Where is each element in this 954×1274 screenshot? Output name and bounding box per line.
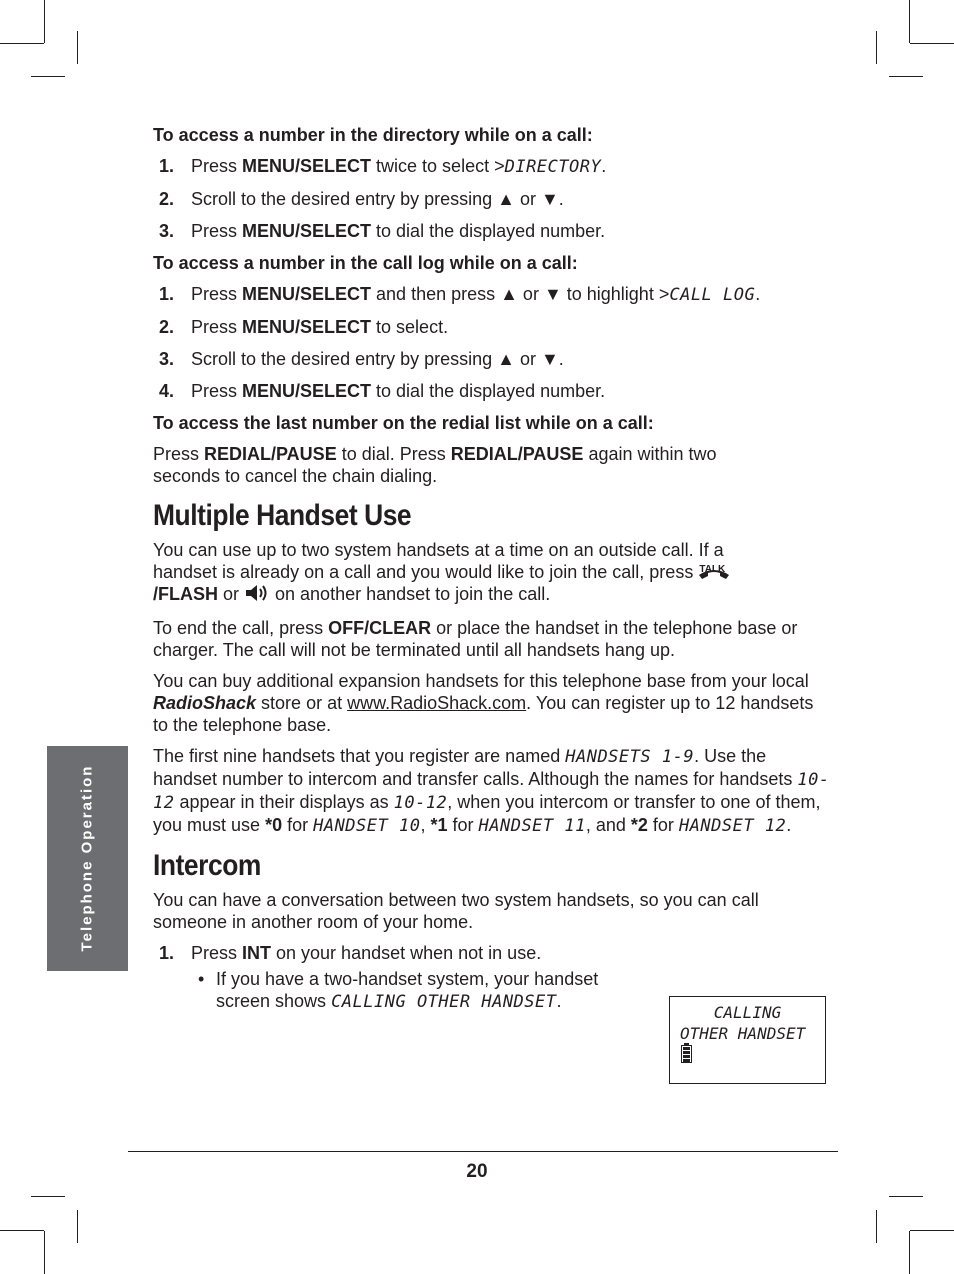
crop-mark xyxy=(31,1196,65,1197)
step-text: on your handset when not in use. xyxy=(271,943,542,963)
crop-mark xyxy=(44,1231,45,1274)
lcd-text: HANDSETS 1-9 xyxy=(565,747,695,767)
call-log-heading: To access a number in the call log while on a call: xyxy=(153,253,578,273)
multiple-handset-paragraph-1 xyxy=(153,539,773,608)
display-line-1: CALLING xyxy=(713,1003,782,1022)
step-number: 4. xyxy=(159,381,175,401)
crop-mark xyxy=(909,1231,910,1274)
footer-rule xyxy=(128,1151,838,1152)
multiple-handset-paragraph-3 xyxy=(153,670,833,736)
bullet-dot: • xyxy=(198,969,205,989)
crop-mark xyxy=(31,76,65,77)
key-name: *2 xyxy=(630,815,648,835)
crop-mark xyxy=(77,31,78,64)
lcd-text: DIRECTORY xyxy=(504,157,602,177)
body-text: , and xyxy=(585,815,631,835)
multiple-handset-paragraph-2 xyxy=(153,617,833,661)
lcd-text: 10-12 xyxy=(393,793,448,813)
key-name: REDIAL/PAUSE xyxy=(450,444,584,464)
body-text: store or at xyxy=(256,693,348,713)
step-text: Press xyxy=(191,284,243,304)
body-text: . xyxy=(556,991,562,1011)
step-text: Press xyxy=(191,317,243,337)
step-text: twice to select > xyxy=(371,156,505,176)
step-text: and then press ▲ or ▼ to highlight > xyxy=(371,284,670,304)
multiple-handset-title: Multiple Handset Use xyxy=(153,499,412,532)
crop-mark xyxy=(0,43,44,44)
list-item xyxy=(153,316,833,338)
body-text: You can use up to two system handsets at a time on an outside call. If a handset is already on a call and you would like to join the call, press xyxy=(153,540,724,582)
redial-paragraph xyxy=(153,443,773,487)
step-text: Press xyxy=(191,943,243,963)
step-number: 1. xyxy=(159,943,175,963)
body-text: The first nine handsets that you register are named xyxy=(153,746,566,766)
crop-mark xyxy=(909,0,910,43)
redial-heading: To access the last number on the redial list while on a call: xyxy=(153,413,654,433)
list-item xyxy=(153,283,833,306)
crop-mark xyxy=(0,1230,44,1231)
lcd-text: HANDSET 12 xyxy=(678,816,787,836)
crop-mark xyxy=(889,1196,923,1197)
key-name: MENU/SELECT xyxy=(242,317,372,337)
main-content xyxy=(153,124,833,1013)
multiple-handset-paragraph-4 xyxy=(153,745,833,837)
step-text: . xyxy=(755,284,761,304)
body-text: for xyxy=(282,815,314,835)
page-number: 20 xyxy=(466,1161,488,1182)
body-text: or place the handset in the telephone base or charger. The call will not be terminated until all handsets hang up. xyxy=(153,618,798,660)
talk-icon-label: TALK xyxy=(699,564,726,575)
step-number: 2. xyxy=(159,189,175,209)
body-text: If you have a two-handset system, your handset screen shows xyxy=(216,969,599,1011)
step-text: to dial the displayed number. xyxy=(371,381,606,401)
key-name: MENU/SELECT xyxy=(242,381,372,401)
crop-mark xyxy=(910,1230,954,1231)
talk-phone-icon xyxy=(698,561,730,581)
lcd-text: 10-12 xyxy=(153,770,830,813)
body-text: or xyxy=(218,584,245,604)
speaker-icon xyxy=(244,583,270,608)
key-name: INT xyxy=(242,943,272,963)
lcd-text: CALL LOG xyxy=(669,285,756,305)
display-line-2: OTHER HANDSET xyxy=(680,1024,806,1043)
website-link[interactable]: www.RadioShack.com xyxy=(347,693,527,713)
list-item xyxy=(153,155,833,178)
step-number: 3. xyxy=(159,221,175,241)
key-name: MENU/SELECT xyxy=(242,284,372,304)
step-text: . xyxy=(601,156,607,176)
key-name: OFF/CLEAR xyxy=(328,618,432,638)
key-name: MENU/SELECT xyxy=(242,221,372,241)
body-text: . xyxy=(786,815,792,835)
lcd-text: HANDSET 10 xyxy=(313,816,421,836)
step-text: Press xyxy=(191,156,243,176)
list-item xyxy=(153,348,833,370)
body-text: on another handset to join the call. xyxy=(270,584,551,604)
body-text: . Use the handset number to intercom and transfer calls. Although the names for handsets xyxy=(153,746,798,789)
body-text: , xyxy=(420,815,431,835)
body-text: To end the call, press xyxy=(153,618,329,638)
body-text: again within two seconds to cancel the chain dialing. xyxy=(153,444,717,486)
key-name: /FLASH xyxy=(153,584,218,604)
step-number: 1. xyxy=(159,156,175,176)
key-name: *1 xyxy=(430,815,448,835)
intercom-paragraph: You can have a conversation between two system handsets, so you can call someone in another room of your home. xyxy=(153,890,759,932)
step-text: Press xyxy=(191,381,243,401)
list-item xyxy=(153,188,833,210)
lcd-text: CALLING OTHER HANDSET xyxy=(331,992,557,1012)
side-tab-label: Telephone Operation xyxy=(78,764,96,952)
list-item xyxy=(153,380,833,402)
crop-mark xyxy=(876,31,877,64)
body-text: Press xyxy=(153,444,205,464)
body-text: for xyxy=(447,815,479,835)
battery-icon xyxy=(681,1045,692,1063)
step-number: 3. xyxy=(159,349,175,369)
key-name: *0 xyxy=(265,815,283,835)
intercom-title: Intercom xyxy=(153,849,261,882)
crop-mark xyxy=(77,1210,78,1243)
call-log-steps xyxy=(153,283,833,402)
lcd-text: HANDSET 11 xyxy=(478,816,586,836)
step-number: 1. xyxy=(159,284,175,304)
crop-mark xyxy=(876,1210,877,1243)
step-text: Scroll to the desired entry by pressing ▲ or ▼. xyxy=(191,349,564,369)
step-text: to dial the displayed number. xyxy=(371,221,606,241)
directory-steps xyxy=(153,155,833,242)
handset-display-illustration xyxy=(669,996,826,1084)
step-text: Press xyxy=(191,221,243,241)
crop-mark xyxy=(44,0,45,43)
crop-mark xyxy=(889,76,923,77)
step-number: 2. xyxy=(159,317,175,337)
key-name: REDIAL/PAUSE xyxy=(204,444,337,464)
intercom-steps xyxy=(153,942,833,964)
step-text: Scroll to the desired entry by pressing ▲ or ▼. xyxy=(191,189,564,209)
list-item xyxy=(153,220,833,242)
section-side-tab xyxy=(47,746,128,971)
body-text: . You can register up to 12 handsets to the telephone base. xyxy=(153,693,814,735)
key-name: MENU/SELECT xyxy=(242,156,372,176)
body-text: for xyxy=(647,815,679,835)
crop-mark xyxy=(910,43,954,44)
list-item xyxy=(153,942,833,964)
intercom-bullet xyxy=(153,968,636,1013)
step-text: to select. xyxy=(371,317,449,337)
brand-name: RadioShack xyxy=(153,693,257,713)
body-text: , when you intercom or transfer to one of them, you must use xyxy=(153,792,821,835)
body-text: appear in their displays as xyxy=(174,792,394,812)
directory-heading: To access a number in the directory while on a call: xyxy=(153,125,593,145)
body-text: to dial. Press xyxy=(336,444,451,464)
body-text: You can buy additional expansion handsets for this telephone base from your local xyxy=(153,671,809,691)
